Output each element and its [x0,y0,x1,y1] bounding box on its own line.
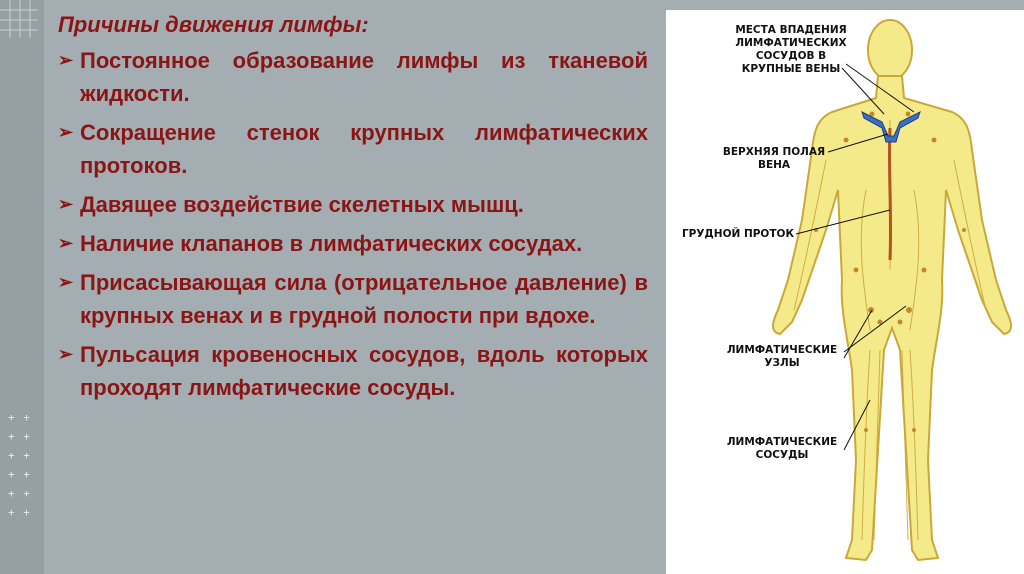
arrow-bullet-icon: ➢ [58,122,74,142]
arrow-bullet-icon: ➢ [58,272,74,292]
label-vena-cava: ВЕРХНЯЯ ПОЛАЯ ВЕНА [722,146,826,171]
label-lymph-nodes: ЛИМФАТИЧЕСКИЕ УЗЛЫ [726,344,838,369]
list-item-text: Пульсация кровеносных сосудов, вдоль которых проходят лимфатические сосуды. [80,342,648,400]
list-item [58,188,648,221]
list-item-text: Постоянное образование лимфы из тканевой жидкости. [80,48,648,106]
strip-plus-marks: + + + + + + + + + + + + [8,411,31,519]
list-item-text: Наличие клапанов в лимфатических сосудах. [80,231,583,256]
left-decor-strip [0,0,44,574]
arrow-bullet-icon: ➢ [58,50,74,70]
slide-content [58,10,648,410]
body-silhouette [773,20,1011,560]
list-item-text: Давящее воздействие скелетных мышц. [80,192,524,217]
list-item [58,44,648,110]
list-item [58,227,648,260]
label-thoracic-duct: ГРУДНОЙ ПРОТОК [681,228,795,240]
human-body-illustration [666,10,1024,574]
label-inflow-sites: МЕСТА ВПАДЕНИЯ ЛИМФАТИЧЕСКИХ СОСУДОВ В КРУПНЫЕ ВЕНЫ [735,24,847,75]
thoracic-duct [889,128,890,260]
arrow-bullet-icon: ➢ [58,194,74,214]
slide-heading: Причины движения лимфы: [58,12,369,37]
lymph-system-figure [666,10,1024,574]
label-lymph-vessels: ЛИМФАТИЧЕСКИЕ СОСУДЫ [726,436,838,461]
list-item-text: Сокращение стенок крупных лимфатических протоков. [80,120,648,178]
corner-grid-decor [0,0,40,40]
list-item [58,338,648,404]
causes-list [58,44,648,404]
arrow-bullet-icon: ➢ [58,344,74,364]
list-item [58,116,648,182]
list-item-text: Присасывающая сила (отрицательное давление) в крупных венах и в грудной полости при вдохе. [80,270,648,328]
list-item [58,266,648,332]
arrow-bullet-icon: ➢ [58,233,74,253]
